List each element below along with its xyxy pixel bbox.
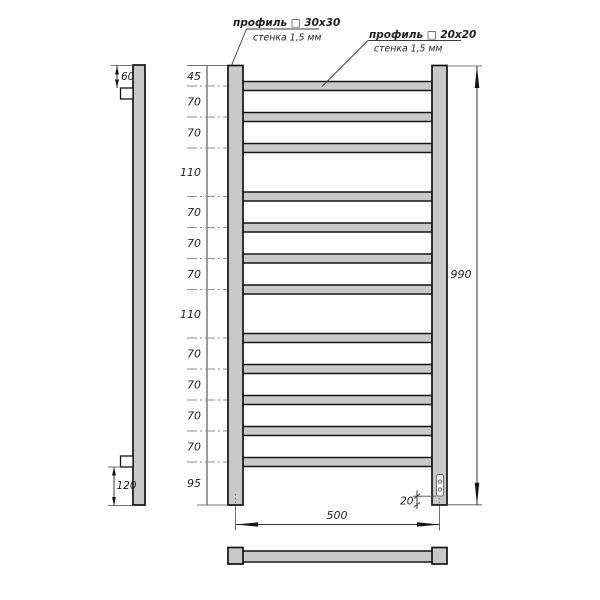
rung [242, 192, 432, 201]
dimension-500 [236, 506, 440, 531]
left-chain-dim-label: 70 [187, 440, 201, 454]
left-chain-dim-label: 70 [187, 347, 201, 361]
dimension-990 [447, 66, 482, 505]
dim-label-20: 20 [400, 495, 414, 508]
top-wall-bracket [121, 88, 134, 99]
left-chain-dim-label: 70 [187, 409, 201, 423]
callout-post-profile-title: профиль □ 30x30 [233, 17, 341, 29]
rung [242, 396, 432, 405]
left-chain-dim-label: 70 [187, 378, 201, 392]
rung [242, 334, 432, 343]
left-chain-dim-label: 70 [187, 237, 201, 250]
left-chain-labels [180, 70, 201, 490]
front-view [228, 66, 447, 506]
rung [242, 427, 432, 436]
dim-label-990: 990 [450, 268, 472, 281]
rung [242, 365, 432, 374]
rung [242, 144, 432, 153]
dimension-60 [111, 66, 135, 89]
plan-view [228, 548, 447, 565]
left-chain-dim-label: 95 [187, 477, 201, 490]
rungs [242, 82, 432, 467]
element-button-icon [438, 480, 441, 483]
rung [242, 82, 432, 91]
side-view [108, 65, 145, 506]
left-chain-dim-label: 70 [187, 126, 201, 140]
left-post [228, 66, 243, 506]
element-button-icon [438, 488, 441, 491]
left-chain-dim-label: 110 [180, 166, 201, 179]
callout-rung-profile-subtitle: стенка 1,5 мм [374, 43, 443, 55]
callout-post-profile [232, 17, 341, 66]
side-view-post [133, 65, 145, 505]
left-chain-dim-label: 45 [187, 70, 201, 83]
bottom-wall-bracket [121, 456, 134, 467]
dim-label-500: 500 [326, 509, 348, 522]
plan-view-left-post [228, 548, 243, 565]
rung [242, 458, 432, 467]
left-chain-dim-label: 110 [180, 308, 201, 321]
callout-rung-profile [322, 29, 476, 87]
dim-label-60: 60 [121, 71, 135, 83]
plan-view-rung [242, 551, 433, 562]
plan-view-right-post [432, 548, 447, 565]
heating-element [436, 475, 443, 497]
callout-rung-profile-title: профиль □ 20x20 [369, 29, 477, 41]
dimension-20 [400, 491, 436, 510]
left-chain-dim-label: 70 [187, 268, 201, 281]
callout-post-profile-subtitle: стенка 1,5 мм [253, 32, 322, 44]
left-chain-dim-label: 70 [187, 95, 201, 109]
rung [242, 113, 432, 122]
rung [242, 223, 432, 232]
left-chain-dim-label: 70 [187, 206, 201, 219]
dim-label-120: 120 [116, 480, 137, 492]
heating-element-box [436, 475, 443, 497]
rung [242, 285, 432, 294]
rung [242, 254, 432, 263]
right-post [432, 66, 447, 506]
